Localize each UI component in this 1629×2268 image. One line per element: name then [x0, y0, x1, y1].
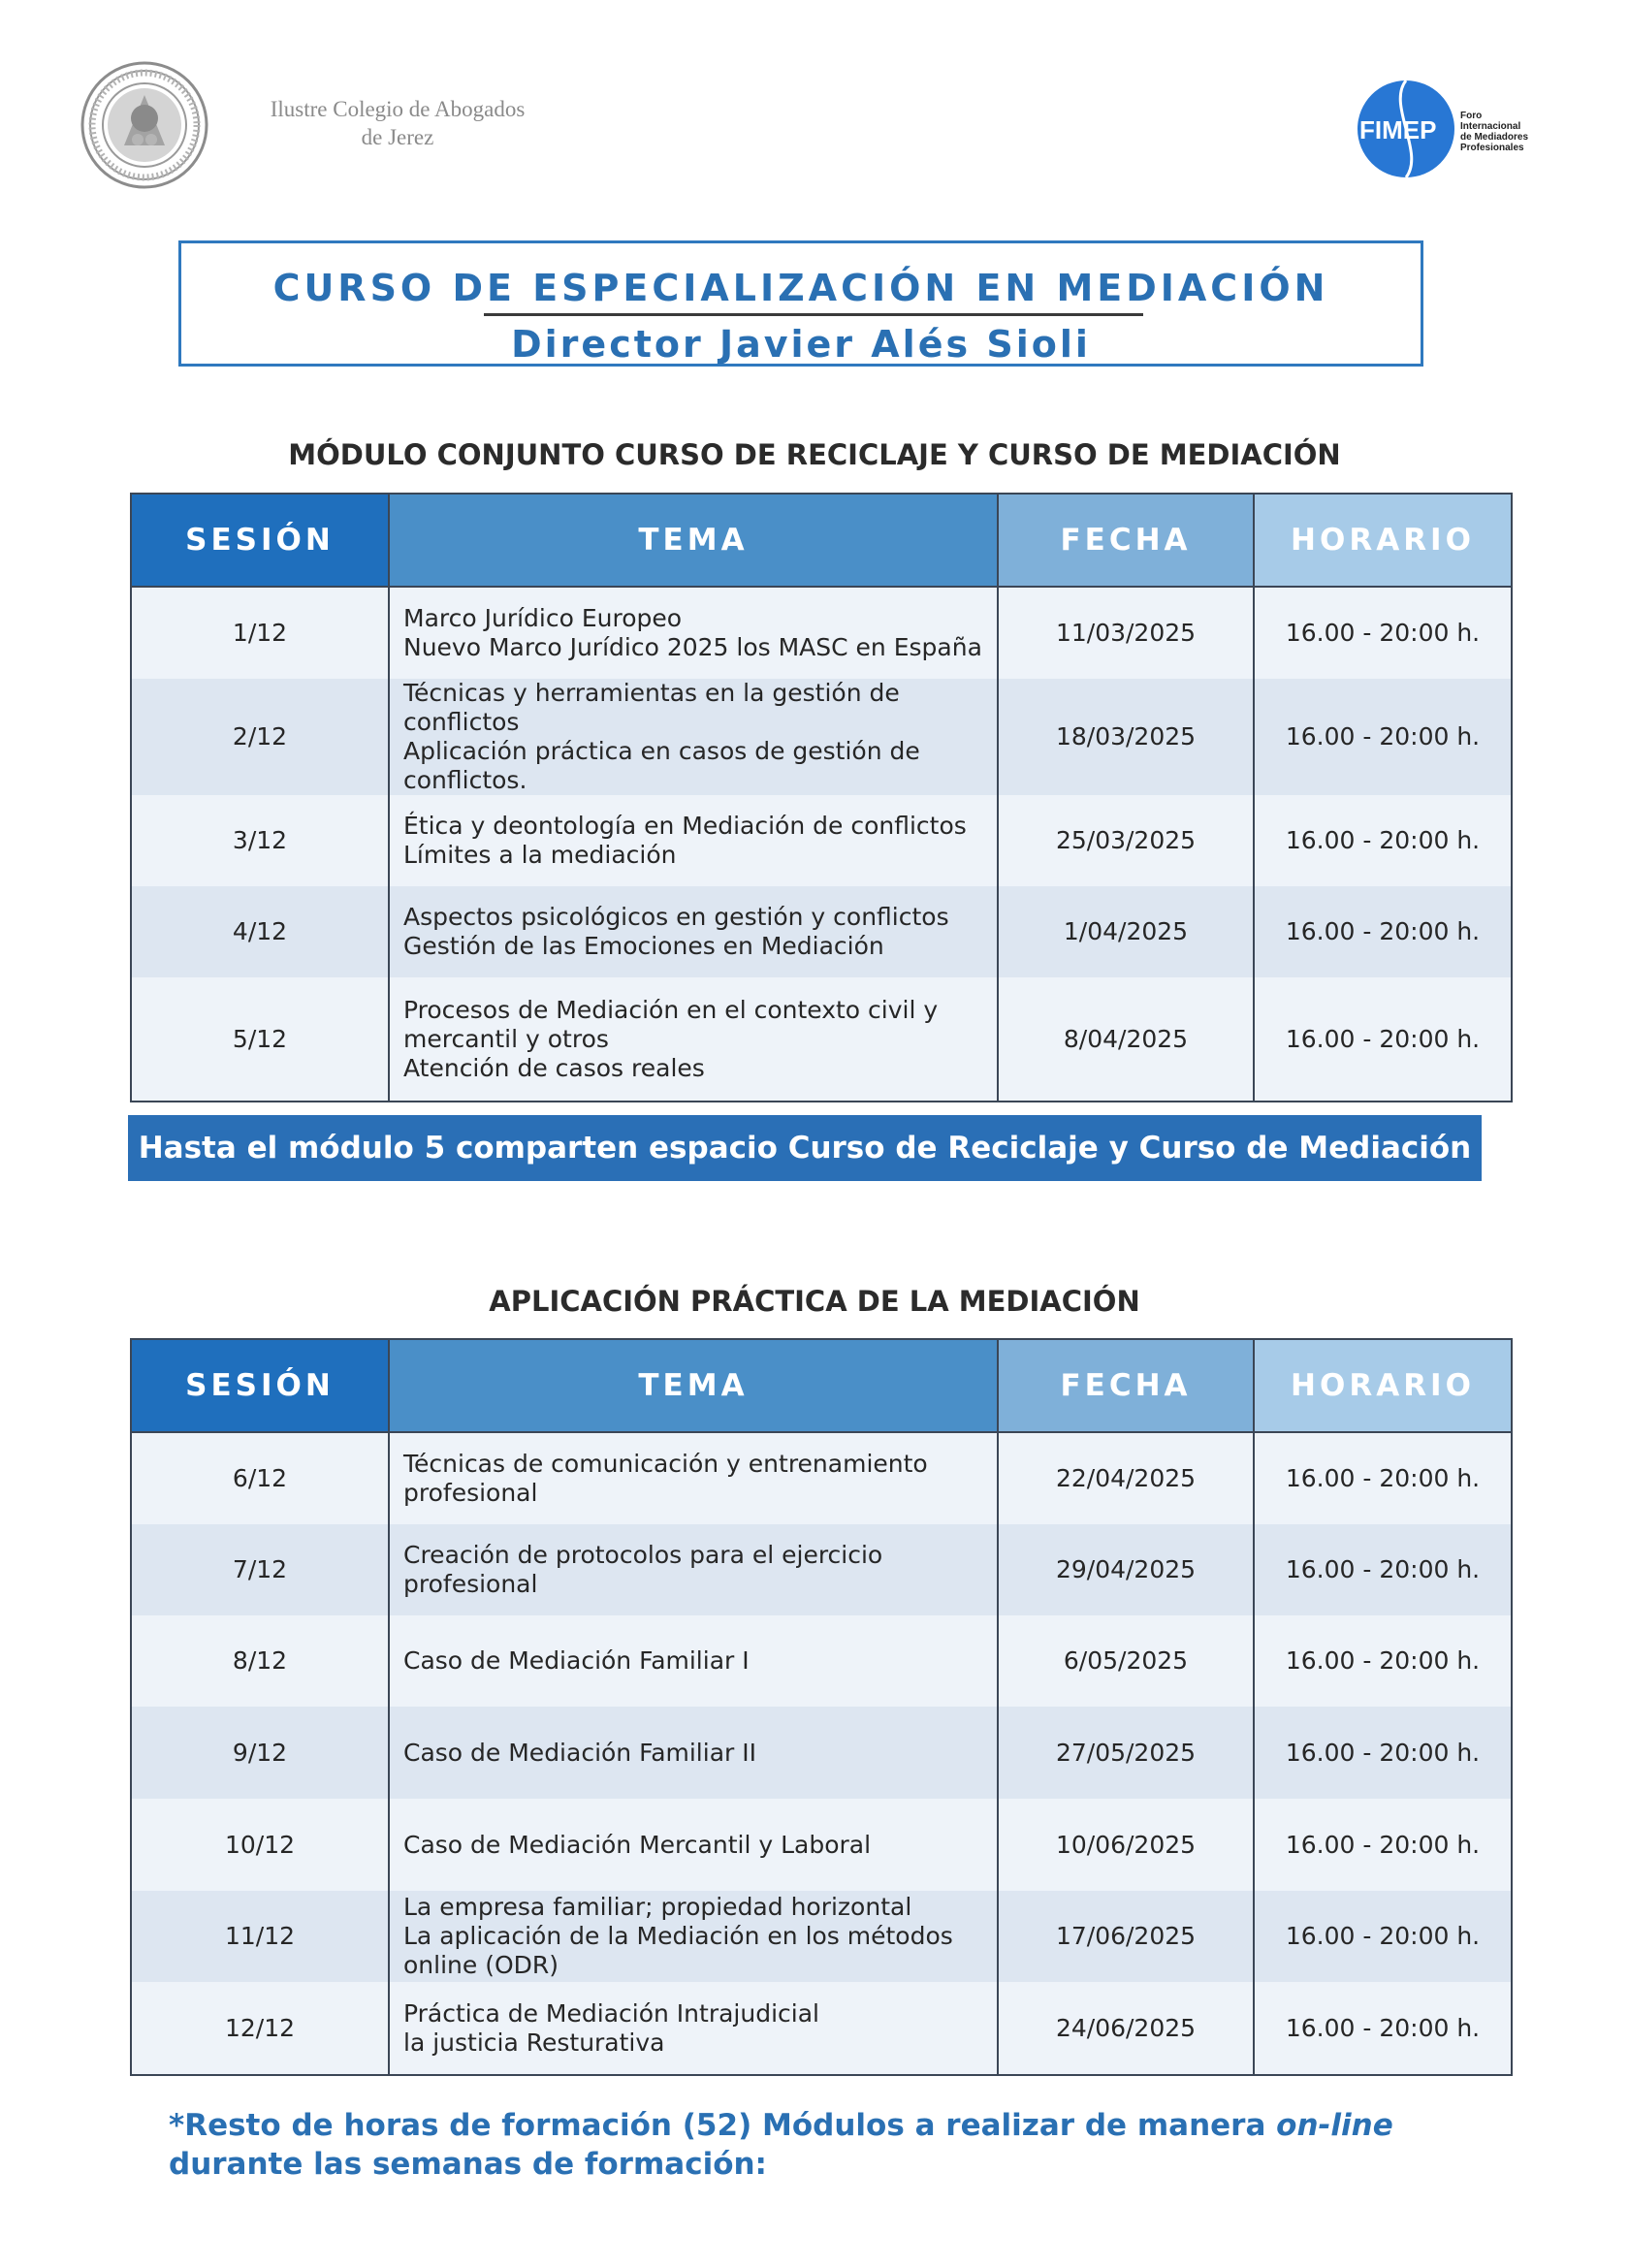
topic-cell: [389, 587, 998, 679]
module1-title: MÓDULO CONJUNTO CURSO DE RECICLAJE Y CURSO DE MEDIACIÓN: [288, 438, 1341, 471]
schedule-cell: 16.00 - 20:00 h.: [1254, 977, 1512, 1102]
college-name-line1: Ilustre Colegio de Abogados: [270, 97, 526, 121]
table-row: [131, 1707, 1512, 1799]
note-text-online: on-line: [1276, 2108, 1393, 2143]
date-cell: 25/03/2025: [998, 795, 1254, 886]
header-topic: TEMA: [389, 1339, 998, 1432]
table-row: [131, 1799, 1512, 1891]
module2-header-row: [131, 1339, 1512, 1432]
schedule-cell: 16.00 - 20:00 h.: [1254, 1615, 1512, 1707]
fimep-line2: Internacional: [1460, 121, 1521, 132]
title-divider: [484, 313, 1143, 316]
topic-line: Marco Jurídico Europeo: [403, 604, 683, 632]
fimep-logo: [1358, 76, 1529, 182]
header-session: SESIÓN: [131, 1339, 389, 1432]
topic-cell: [389, 1707, 998, 1799]
table-row: [131, 1891, 1512, 1982]
schedule-cell: 16.00 - 20:00 h.: [1254, 1524, 1512, 1615]
schedule-cell: 16.00 - 20:00 h.: [1254, 1982, 1512, 2075]
topic-line: Ética y deontología en Mediación de conflictos: [403, 812, 967, 840]
schedule-cell: 16.00 - 20:00 h.: [1254, 1799, 1512, 1891]
module1-rows: [131, 587, 1512, 1102]
header-session: SESIÓN: [131, 494, 389, 587]
schedule-cell: 16.00 - 20:00 h.: [1254, 886, 1512, 977]
date-cell: 8/04/2025: [998, 977, 1254, 1102]
course-director: Director Javier Alés Sioli: [511, 323, 1091, 366]
topic-cell: [389, 1891, 998, 1982]
topic-cell: [389, 795, 998, 886]
topic-line: Técnicas de comunicación y entrenamiento profesional: [403, 1450, 928, 1507]
schedule-cell: 16.00 - 20:00 h.: [1254, 679, 1512, 795]
session-cell: 10/12: [131, 1799, 389, 1891]
session-cell: 9/12: [131, 1707, 389, 1799]
header-date: FECHA: [998, 1339, 1254, 1432]
topic-cell: [389, 1982, 998, 2075]
date-cell: 1/04/2025: [998, 886, 1254, 977]
college-name: [233, 95, 562, 151]
header-schedule: HORARIO: [1254, 494, 1512, 587]
date-cell: 22/04/2025: [998, 1432, 1254, 1524]
topic-line: Creación de protocolos para el ejercicio profesional: [403, 1541, 883, 1598]
session-cell: 7/12: [131, 1524, 389, 1615]
date-cell: 18/03/2025: [998, 679, 1254, 795]
note-text-start: *Resto de horas de formación (52) Módulos a realizar de manera: [169, 2108, 1277, 2143]
topic-line: Procesos de Mediación en el contexto civil y mercantil y otros: [403, 995, 939, 1053]
header-date: FECHA: [998, 494, 1254, 587]
topic-line: Aplicación práctica en casos de gestión de conflictos.: [403, 737, 920, 794]
session-cell: 1/12: [131, 587, 389, 679]
topic-cell: [389, 977, 998, 1102]
module1-table: [130, 493, 1513, 1102]
schedule-cell: 16.00 - 20:00 h.: [1254, 1707, 1512, 1799]
session-cell: 8/12: [131, 1615, 389, 1707]
table-row: [131, 977, 1512, 1102]
topic-line: Atención de casos reales: [403, 1053, 705, 1082]
topic-line: Gestión de las Emociones en Mediación: [403, 932, 884, 960]
topic-line: Límites a la mediación: [403, 841, 677, 869]
topic-line: Caso de Mediación Familiar I: [403, 1646, 750, 1675]
course-title-box: [178, 240, 1423, 367]
fimep-line1: Foro: [1460, 111, 1483, 121]
session-cell: 12/12: [131, 1982, 389, 2075]
table-row: [131, 795, 1512, 886]
shared-modules-banner: Hasta el módulo 5 comparten espacio Curso de Reciclaje y Curso de Mediación: [128, 1115, 1482, 1181]
topic-cell: [389, 679, 998, 795]
topic-line: Práctica de Mediación Intrajudicial: [403, 1998, 819, 2028]
session-cell: 11/12: [131, 1891, 389, 1982]
topic-cell: [389, 1799, 998, 1891]
fimep-line3: de Mediadores: [1460, 132, 1529, 143]
topic-cell: [389, 886, 998, 977]
date-cell: 17/06/2025: [998, 1891, 1254, 1982]
session-cell: 5/12: [131, 977, 389, 1102]
table-row: [131, 1615, 1512, 1707]
date-cell: 10/06/2025: [998, 1799, 1254, 1891]
topic-line: Aspectos psicológicos en gestión y conflictos: [403, 903, 949, 931]
schedule-cell: 16.00 - 20:00 h.: [1254, 795, 1512, 886]
schedule-cell: 16.00 - 20:00 h.: [1254, 1891, 1512, 1982]
fimep-line4: Profesionales: [1460, 143, 1524, 153]
topic-line: La empresa familiar; propiedad horizontal: [403, 1893, 912, 1921]
session-cell: 3/12: [131, 795, 389, 886]
date-cell: 24/06/2025: [998, 1982, 1254, 2075]
date-cell: 6/05/2025: [998, 1615, 1254, 1707]
note-text-end: durante las semanas de formación:: [169, 2147, 767, 2182]
header-topic: TEMA: [389, 494, 998, 587]
module2-title: APLICACIÓN PRÁCTICA DE LA MEDIACIÓN: [489, 1285, 1140, 1318]
topic-line: Nuevo Marco Jurídico 2025 los MASC en España: [403, 633, 982, 661]
fimep-abbr: FIMEP: [1359, 115, 1437, 144]
topic-cell: [389, 1432, 998, 1524]
topic-line: La aplicación de la Mediación en los métodos online (ODR): [403, 1922, 953, 1979]
session-cell: 6/12: [131, 1432, 389, 1524]
schedule-cell: 16.00 - 20:00 h.: [1254, 1432, 1512, 1524]
topic-cell: [389, 1524, 998, 1615]
module2-table: [130, 1338, 1513, 2076]
schedule-cell: 16.00 - 20:00 h.: [1254, 587, 1512, 679]
header-schedule: HORARIO: [1254, 1339, 1512, 1432]
table-row: [131, 886, 1512, 977]
table-row: [131, 1524, 1512, 1615]
college-name-line2: de Jerez: [361, 125, 434, 149]
online-hours-note: [169, 2106, 1526, 2184]
topic-line: Técnicas y herramientas en la gestión de conflictos: [403, 679, 900, 736]
college-seal-icon: [80, 60, 209, 190]
date-cell: 27/05/2025: [998, 1707, 1254, 1799]
topic-cell: [389, 1615, 998, 1707]
topic-line: Caso de Mediación Familiar II: [403, 1738, 756, 1767]
module1-header-row: [131, 494, 1512, 587]
session-cell: 2/12: [131, 679, 389, 795]
module2-rows: [131, 1432, 1512, 2075]
date-cell: 11/03/2025: [998, 587, 1254, 679]
topic-line: Caso de Mediación Mercantil y Laboral: [403, 1830, 872, 1859]
table-row: [131, 587, 1512, 679]
table-row: [131, 679, 1512, 795]
date-cell: 29/04/2025: [998, 1524, 1254, 1615]
course-title: CURSO DE ESPECIALIZACIÓN EN MEDIACIÓN: [272, 267, 1329, 309]
topic-line: la justicia Resturativa: [403, 2028, 665, 2057]
session-cell: 4/12: [131, 886, 389, 977]
table-row: [131, 1432, 1512, 1524]
table-row: [131, 1982, 1512, 2075]
